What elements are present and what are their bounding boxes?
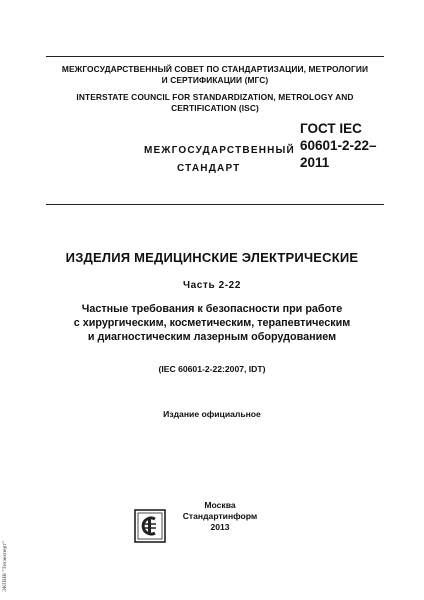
middle-divider bbox=[46, 204, 384, 205]
publication-year: 2013 bbox=[210, 522, 230, 532]
iec-reference: (IEC 60601-2-22:2007, IDT) bbox=[158, 364, 266, 374]
document-title: ИЗДЕЛИЯ МЕДИЦИНСКИЕ ЭЛЕКТРИЧЕСКИЕ bbox=[65, 250, 359, 265]
subtitle-line-3: и диагностическим лазерным оборудованием bbox=[87, 331, 337, 343]
subtitle-line-2: с хирургическим, косметическим, терапевтическим bbox=[73, 317, 351, 329]
document-subtitle bbox=[50, 302, 374, 344]
gost-designation-line-3: 2011 bbox=[300, 155, 330, 170]
standard-label: СТАНДАРТ bbox=[177, 163, 241, 174]
subtitle-line-1: Частные требования к безопасности при работе bbox=[81, 303, 343, 315]
edition-note: Издание официальное bbox=[163, 409, 261, 419]
part-number: Часть 2-22 bbox=[183, 280, 241, 291]
publisher-name: Стандартинформ bbox=[182, 511, 258, 521]
publisher-block bbox=[160, 500, 280, 533]
gost-designation bbox=[300, 120, 377, 171]
council-name-english: INTERSTATE COUNCIL FOR STANDARDIZATION, METROLOGY AND CERTIFICATION (ISC) bbox=[76, 92, 354, 113]
gost-designation-line-2: 60601-2-22– bbox=[300, 138, 377, 153]
publisher-city: Москва bbox=[204, 500, 236, 510]
council-name-russian: МЕЖГОСУДАРСТВЕННЫЙ СОВЕТ ПО СТАНДАРТИЗАЦИИ, МЕТРОЛОГИИ И СЕРТИФИКАЦИИ (МГС) bbox=[61, 64, 369, 85]
top-divider bbox=[46, 56, 384, 57]
side-watermark: ЭКПНВ "Техэксперт" bbox=[2, 541, 8, 592]
gost-designation-line-1: ГОСТ IEC bbox=[300, 121, 362, 136]
interstate-label: МЕЖГОСУДАРСТВЕННЫЙ bbox=[144, 145, 295, 156]
